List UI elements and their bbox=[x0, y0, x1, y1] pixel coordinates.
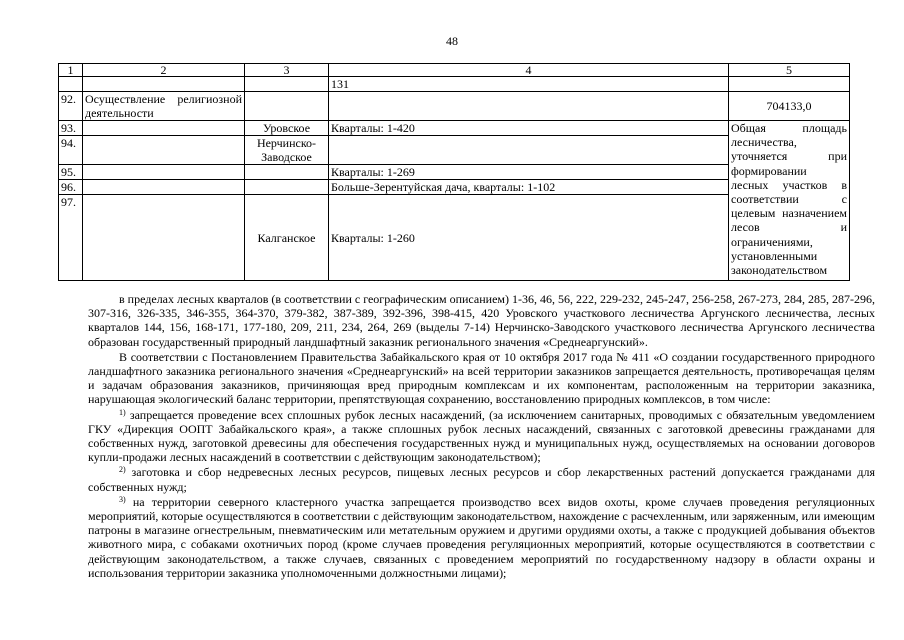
paragraph: В соответствии с Постановлением Правительства Забайкальского края от 10 октября 2017 года № 411 «О создании государственного природного ландшафтного заказника регионального значения «Среднеаргунский» на всей территории заказников запрещается деятельность, противоречащая целям и задачам образования заказников, причиняющая вред природным комплексам и их компонентам, расположенным на территории заказника, нарушающая экологический баланс территории, препятствующая сохранению, восстановлению природных комплексов, в том числе: bbox=[88, 349, 875, 407]
row-number: 97. bbox=[59, 195, 83, 281]
table-cell bbox=[83, 77, 245, 92]
forestry-cell: Нерчинско-Заводское bbox=[245, 136, 329, 165]
area-cell: 704133,0 bbox=[729, 92, 850, 121]
list-item bbox=[88, 465, 875, 493]
note-cell: Общая площадь лесничества, уточняется при формировании лесных участков в соответствии с целевым назначением лесов и ограничениями, установленными законодательством bbox=[729, 121, 850, 281]
quarters-cell: Кварталы: 1-269 bbox=[329, 165, 729, 180]
list-item-text: заготовка и сбор недревесных лесных ресурсов, пищевых лесных ресурсов и сбор лекарственных растений допускается гражданами для собственных нужд; bbox=[88, 465, 876, 494]
table-row bbox=[59, 77, 850, 92]
body-text bbox=[88, 292, 875, 580]
table-cell bbox=[329, 92, 729, 121]
list-item bbox=[88, 495, 875, 580]
item-marker: 2) bbox=[119, 465, 126, 475]
forestry-cell: Уровское bbox=[245, 121, 329, 136]
table-cell: 131 bbox=[329, 77, 729, 92]
row-number: 94. bbox=[59, 136, 83, 165]
table-row bbox=[59, 121, 850, 136]
table-cell bbox=[59, 77, 83, 92]
table-cell bbox=[83, 165, 245, 180]
quarters-cell: Кварталы: 1-260 bbox=[329, 195, 729, 281]
header-cell: 4 bbox=[329, 64, 729, 77]
table-cell bbox=[83, 121, 245, 136]
forestry-table bbox=[58, 63, 850, 281]
page-number: 48 bbox=[446, 34, 458, 48]
forestry-cell: Калганское bbox=[245, 195, 329, 281]
table-cell bbox=[83, 180, 245, 195]
table-cell bbox=[245, 92, 329, 121]
header-cell: 2 bbox=[83, 64, 245, 77]
header-cell: 5 bbox=[729, 64, 850, 77]
table-cell bbox=[83, 195, 245, 281]
purpose-cell: Осуществление религиозной деятельности bbox=[83, 92, 245, 121]
list-item-text: на территории северного кластерного участка запрещается производство всех видов охоты, кроме случаев проведения регуляционных мероприятий, которые осуществляются в соответствии с действующим законодательством, нахождение с расчехленным, или заряженным, или имеющим патроны в магазине огнестрельным, пневматическим или метательным оружием и другими орудиями охоты, а также с продукцией добывания объектов животного мира, с собаками охотничьих пород (кроме случаев проведения регуляционных мероприятий, которые осуществляются в соответствии с действующим законодательством, а также случаев, связанных с проведением мероприятий по государственному надзору в области охраны и использования территории заказника уполномоченными должностными лицами); bbox=[88, 494, 876, 580]
item-marker: 3) bbox=[119, 494, 126, 504]
list-item bbox=[88, 408, 875, 465]
forestry-cell bbox=[245, 165, 329, 180]
row-number: 95. bbox=[59, 165, 83, 180]
quarters-cell: Больше-Зерентуйская дача, кварталы: 1-102 bbox=[329, 180, 729, 195]
table-row bbox=[59, 92, 850, 121]
header-cell: 1 bbox=[59, 64, 83, 77]
list-item-text: запрещается проведение всех сплошных рубок лесных насаждений, (за исключением санитарных, проводимых с обязательным уведомлением ГКУ «Дирекция ООПТ Забайкальского края», а также сплошных рубок лесных насаждений, связанных с заготовкой древесины гражданами для собственных нужд, заготовкой древесины для обеспечения государственных нужд и муниципальных нужд, осуществляемых на основании договоров купли-продажи лесных насаждений в соответствии с действующим законодательством); bbox=[88, 407, 875, 465]
row-number: 92. bbox=[59, 92, 83, 121]
table-cell bbox=[729, 77, 850, 92]
paragraph: в пределах лесных кварталов (в соответствии с географическим описанием) 1-36, 46, 56, 222, 229-232, 245-247, 256-258, 267-273, 284, 285, 287-296, 307-316, 326-335, 346-355, 364-370, 379-382, 387-389, 392-396, 398-415, 420 Уровского участкового лесничества Аргунского лесничества, лесных кварталов 144, 156, 168-171, 177-180, 209, 211, 234, 264, 269 (выделы 7-14) Нерчинско-Заводского участкового лесничества Аргунского лесничества образован государственный природный ландшафтный заказник регионального значения «Среднеаргунский». bbox=[88, 292, 875, 349]
table-cell bbox=[245, 77, 329, 92]
table-cell bbox=[83, 136, 245, 165]
item-marker: 1) bbox=[119, 407, 126, 417]
row-number: 93. bbox=[59, 121, 83, 136]
quarters-cell: Кварталы: 1-420 bbox=[329, 121, 729, 136]
forestry-cell bbox=[245, 180, 329, 195]
table-header-row bbox=[59, 64, 850, 77]
quarters-cell bbox=[329, 136, 729, 165]
row-number: 96. bbox=[59, 180, 83, 195]
header-cell: 3 bbox=[245, 64, 329, 77]
